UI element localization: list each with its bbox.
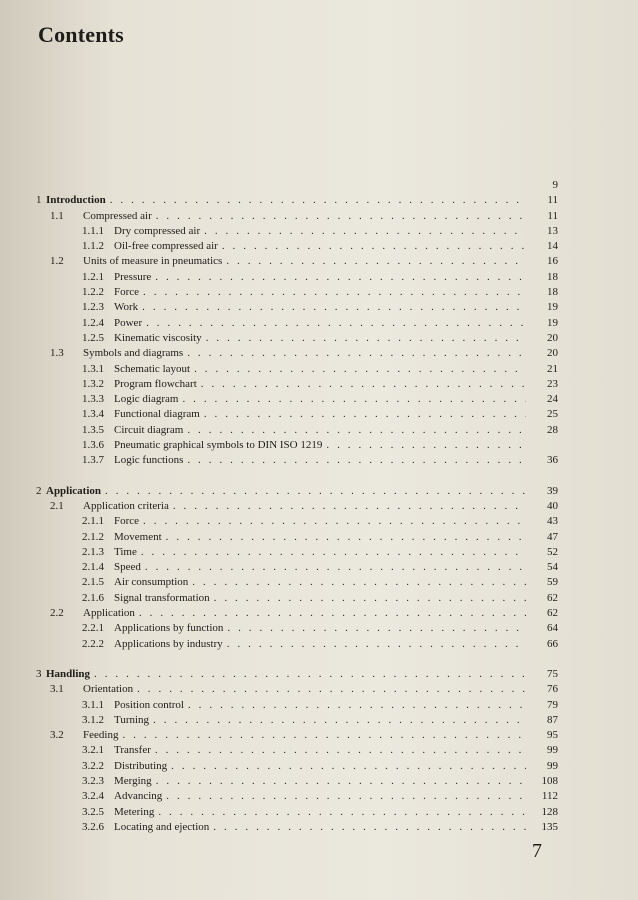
toc-entry-page: 62: [547, 607, 558, 620]
toc-entry-page: 39: [547, 484, 558, 497]
toc-entry: [0, 728, 638, 743]
toc-entry-title: Force: [114, 286, 140, 299]
toc-entry-number: 1.3.4: [82, 408, 104, 421]
toc-entry-number: 2.1.5: [82, 576, 104, 589]
toc-entry: [0, 362, 638, 377]
toc-entry: [0, 224, 638, 239]
toc-entry-title: Speed: [114, 561, 141, 574]
toc-entry: [0, 331, 638, 346]
dot-leader: [156, 209, 526, 224]
toc-entry-page: 87: [547, 713, 558, 726]
toc-entry: [0, 346, 638, 361]
toc-entry: [0, 743, 638, 758]
toc-entry-number: 1.2.1: [82, 270, 104, 283]
toc-entry-page: 95: [547, 729, 558, 742]
toc-entry: [0, 682, 638, 697]
toc-entry-number: 1.2.3: [82, 301, 104, 314]
toc-entry: [0, 392, 638, 407]
toc-entry-number: 2.2.2: [82, 637, 104, 650]
page-number: 7: [532, 840, 542, 862]
toc-entry-number: 3.2.6: [82, 820, 104, 833]
toc-entry-title: Turning: [114, 713, 150, 726]
toc-entry-title: Introduction: [46, 194, 106, 207]
toc-entry-page: 20: [547, 331, 558, 344]
dot-leader: [204, 224, 526, 239]
dot-leader: [171, 759, 526, 774]
toc-entry-page: 76: [547, 683, 558, 696]
toc-entry-title: Application criteria: [83, 499, 169, 512]
toc-entry-title: Time: [114, 545, 137, 558]
toc-entry-title: Power: [114, 316, 143, 329]
dot-leader: [182, 392, 526, 407]
toc-entry-page: 66: [547, 637, 558, 650]
toc-entry: 1 Introduction . . . 11: [0, 193, 638, 208]
toc-entry-number: 1.3.7: [82, 454, 104, 467]
toc-entry-title: Program flowchart: [114, 377, 197, 390]
toc-entry-title: Application: [83, 607, 135, 620]
toc-entry: [0, 621, 638, 636]
toc-lead-row: [0, 178, 638, 193]
toc-entry-title: Compressed air: [83, 209, 152, 222]
dot-leader: [187, 346, 526, 361]
dot-leader: [227, 637, 526, 652]
toc-entry-title: Symbols and diagrams: [83, 347, 184, 360]
toc-entry: 2 Application . . . 39: [0, 484, 638, 499]
dot-leader: [139, 606, 526, 621]
dot-leader: [188, 698, 526, 713]
toc-entry: [0, 606, 638, 621]
toc-entry-number: 3.2.4: [82, 790, 104, 803]
toc-entry: [0, 209, 638, 224]
toc-entry-page: 9: [552, 179, 558, 191]
toc-entry-page: 19: [547, 301, 558, 314]
toc-entry: [0, 438, 638, 453]
dot-leader: [204, 407, 526, 422]
toc-entry: [0, 514, 638, 529]
toc-entry-page: 13: [547, 224, 558, 237]
toc-entry-page: 47: [547, 530, 558, 543]
toc-entry-number: 2.2: [50, 607, 64, 620]
toc-entry-page: 64: [547, 622, 558, 635]
toc-entry-title: Pneumatic graphical symbols to DIN ISO 1219: [114, 439, 323, 452]
toc-entry-number: 2.1.2: [82, 530, 104, 543]
toc-entry-number: 1.3.2: [82, 377, 104, 390]
toc-entry-page: 28: [547, 423, 558, 436]
toc-entry-number: 1.3: [50, 347, 64, 360]
toc-entry-number: 1.2.5: [82, 331, 104, 344]
toc-entry: [0, 575, 638, 590]
toc-entry-title: Oil-free compressed air: [114, 240, 218, 253]
dot-leader: [105, 484, 526, 499]
dot-leader: [155, 270, 526, 285]
toc-entry-page: 14: [547, 240, 558, 253]
toc-entry-page: 75: [547, 667, 558, 680]
toc-entry-number: 3.2.2: [82, 759, 104, 772]
toc-entry: [0, 270, 638, 285]
dot-leader: [192, 575, 526, 590]
toc-chapter: [0, 667, 638, 835]
toc-entry-title: Application: [46, 484, 102, 497]
toc-entry: [0, 453, 638, 468]
toc-entry-title: Functional diagram: [114, 408, 200, 421]
toc-entry: [0, 820, 638, 835]
toc-entry-page: 19: [547, 316, 558, 329]
dot-leader: [137, 682, 526, 697]
page-title: Contents: [38, 22, 124, 47]
dot-leader: [326, 438, 526, 453]
toc-entry-title: Work: [114, 301, 139, 314]
dot-leader: [145, 560, 526, 575]
dot-leader: [94, 667, 526, 682]
toc-entry-title: Applications by function: [114, 622, 224, 635]
toc-entry: [0, 591, 638, 606]
toc-entry-number: 1.3.3: [82, 393, 104, 406]
toc-entry-title: Merging: [114, 774, 152, 787]
toc-entry-title: Logic functions: [114, 454, 184, 467]
toc-entry-title: Feeding: [83, 729, 119, 742]
toc-entry-page: 99: [547, 744, 558, 757]
toc-entry-title: Pressure: [114, 270, 152, 283]
dot-leader: [166, 530, 526, 545]
toc-entry-number: 1.1.1: [82, 224, 104, 237]
dot-leader: [141, 545, 526, 560]
toc-entry-title: Locating and ejection: [114, 820, 210, 833]
toc-entry-title: Dry compressed air: [114, 224, 201, 237]
toc-entry: [0, 316, 638, 331]
toc-entry-number: 2.1.1: [82, 515, 104, 528]
toc-entry-page: 20: [547, 347, 558, 360]
toc-chapter: [0, 484, 638, 652]
toc-entry-title: Movement: [114, 530, 162, 543]
toc-entry-page: 43: [547, 515, 558, 528]
toc-entry-page: 16: [547, 255, 558, 268]
toc-entry-number: 2.2.1: [82, 622, 104, 635]
dot-leader: [206, 331, 526, 346]
dot-leader: [110, 193, 526, 208]
toc-entry: [0, 805, 638, 820]
toc-entry: [0, 637, 638, 652]
toc-entry: [0, 530, 638, 545]
dot-leader: [166, 789, 526, 804]
toc-entry-page: 36: [547, 454, 558, 467]
toc-entry-page: 11: [547, 194, 558, 207]
toc-entry-number: 3.2.3: [82, 774, 104, 787]
toc-entry-page: 62: [547, 591, 558, 604]
toc-entry-number: 3.2.1: [82, 744, 104, 757]
toc-entry-title: Transfer: [114, 744, 151, 757]
toc-entry-title: Applications by industry: [114, 637, 223, 650]
toc-entry-number: 1.3.6: [82, 439, 104, 452]
toc-entry-page: 25: [547, 408, 558, 421]
toc-entry-title: Distributing: [114, 759, 168, 772]
toc-entry-page: 128: [541, 805, 558, 818]
toc-entry-page: 21: [547, 362, 558, 375]
toc-entry-number: 3.1: [50, 683, 64, 696]
toc-entry-number: 2.1.6: [82, 591, 104, 604]
toc-entry-number: 3.2: [50, 729, 64, 742]
toc-entry-title: Position control: [114, 698, 184, 711]
toc-entry-number: 2.1: [50, 499, 64, 512]
toc-entry-number: 1.3.1: [82, 362, 104, 375]
dot-leader: [155, 743, 526, 758]
toc-entry-title: Signal transformation: [114, 591, 210, 604]
toc-entry-number: 1.2: [50, 255, 64, 268]
toc-entry: [0, 285, 638, 300]
dot-leader: [213, 820, 526, 835]
toc-entry-page: 108: [541, 774, 558, 787]
toc-entry: [0, 560, 638, 575]
toc-entry: [0, 377, 638, 392]
toc-entry-title: Handling: [46, 667, 91, 680]
toc-entry-title: Metering: [114, 805, 155, 818]
toc-entry-title: Circuit diagram: [114, 423, 184, 436]
toc-entry: [0, 789, 638, 804]
toc-entry-number: 1.2.4: [82, 316, 104, 329]
dot-leader: [187, 423, 526, 438]
toc-entry-title: Force: [114, 515, 140, 528]
toc-entry: [0, 499, 638, 514]
toc-entry-title: Kinematic viscosity: [114, 331, 202, 344]
toc-entry-number: 3.2.5: [82, 805, 104, 818]
toc-entry: [0, 713, 638, 728]
toc-entry-page: 11: [547, 209, 558, 222]
toc-entry-page: 23: [547, 377, 558, 390]
toc-entry: 3 Handling . . . 75: [0, 667, 638, 682]
toc-entry-page: 112: [541, 790, 558, 803]
dot-leader: [214, 591, 526, 606]
toc-entry-page: 18: [547, 286, 558, 299]
toc-entry-title: Schematic layout: [114, 362, 191, 375]
dot-leader: [143, 514, 526, 529]
toc-entry-number: 1.1.2: [82, 240, 104, 253]
toc-entry: [0, 407, 638, 422]
toc-entry: [0, 254, 638, 269]
toc-entry: [0, 300, 638, 315]
dot-leader: [156, 774, 526, 789]
dot-leader: [227, 621, 526, 636]
dot-leader: [153, 713, 526, 728]
toc-entry-page: 54: [547, 561, 558, 574]
toc-entry-page: 59: [547, 576, 558, 589]
table-of-contents: [0, 178, 638, 850]
toc-entry: [0, 423, 638, 438]
toc-entry-number: 1.2.2: [82, 286, 104, 299]
dot-leader: [222, 239, 526, 254]
dot-leader: [201, 377, 526, 392]
toc-entry: [0, 759, 638, 774]
toc-entry-page: 40: [547, 499, 558, 512]
toc-entry-page: 18: [547, 270, 558, 283]
toc-entry-page: 24: [547, 393, 558, 406]
toc-entry-number: 2.1.4: [82, 561, 104, 574]
dot-leader: [122, 728, 526, 743]
toc-entry-number: 3.1.1: [82, 698, 104, 711]
toc-entry-title: Orientation: [83, 683, 134, 696]
toc-entry: [0, 545, 638, 560]
dot-leader: [143, 285, 526, 300]
toc-entry-title: Units of measure in pneumatics: [83, 255, 223, 268]
toc-entry-title: Air consumption: [114, 576, 189, 589]
dot-leader: [194, 362, 526, 377]
toc-entry-page: 99: [547, 759, 558, 772]
dot-leader: [173, 499, 526, 514]
dot-leader: [146, 316, 526, 331]
toc-entry-page: 79: [547, 698, 558, 711]
toc-entry: [0, 239, 638, 254]
toc-entry-title: Logic diagram: [114, 393, 179, 406]
toc-entry-page: 52: [547, 545, 558, 558]
dot-leader: [187, 453, 526, 468]
dot-leader: [158, 805, 526, 820]
toc-entry: [0, 698, 638, 713]
dot-leader: [226, 254, 526, 269]
toc-entry-number: 3.1.2: [82, 713, 104, 726]
toc-entry-number: 1.3.5: [82, 423, 104, 436]
toc-entry: [0, 774, 638, 789]
toc-entry-number: 2.1.3: [82, 545, 104, 558]
toc-entry-title: Advancing: [114, 790, 163, 803]
toc-entry-page: 135: [541, 820, 558, 833]
dot-leader: [142, 300, 526, 315]
toc-chapter: [0, 178, 638, 469]
toc-entry-number: 1.1: [50, 209, 64, 222]
